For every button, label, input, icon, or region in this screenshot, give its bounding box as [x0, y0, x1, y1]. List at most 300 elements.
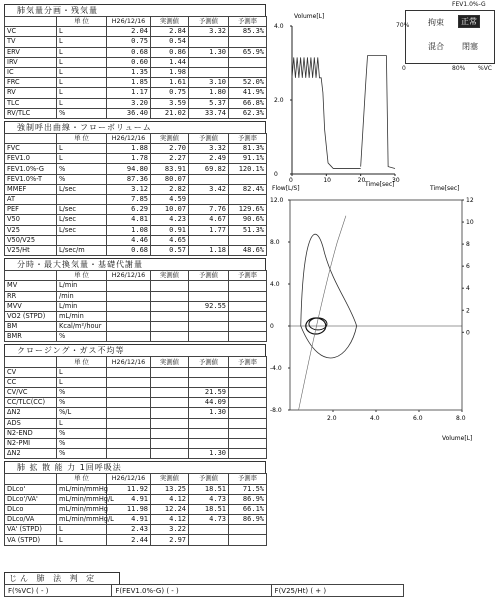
table-header — [5, 474, 267, 484]
cell-label: V50 — [5, 215, 57, 225]
cell-label: ADS — [5, 418, 57, 428]
header-cell: 予測値 — [189, 474, 229, 484]
cell-date: 7.85 — [107, 195, 151, 205]
cell-label: DLco — [5, 504, 57, 514]
cell-unit: L — [57, 67, 107, 77]
table-row — [5, 195, 267, 205]
table-header — [5, 357, 267, 367]
cell-predicted: 92.55 — [189, 301, 229, 311]
table-row — [5, 301, 267, 311]
header-cell: 単 位 — [57, 133, 107, 143]
cell-predicted — [189, 377, 229, 387]
cell-date: 1.78 — [107, 154, 151, 164]
cell-unit: L — [57, 154, 107, 164]
cell-label: ERV — [5, 47, 57, 57]
cell-predicted: 1.77 — [189, 225, 229, 235]
cell-date — [107, 281, 151, 291]
cell-label: CV — [5, 367, 57, 377]
table-row — [5, 322, 267, 332]
cell-label: TLC — [5, 98, 57, 108]
cell-predicted: 4.73 — [189, 515, 229, 525]
x-axis-label: Time[sec] — [365, 181, 395, 188]
y2-tick-label: 0 — [466, 329, 470, 337]
section-title: 分時・最大換気量・基礎代謝量 — [4, 258, 266, 270]
cell-predicted — [189, 235, 229, 245]
cell-measured: 0.57 — [151, 245, 189, 255]
cell-label: DLco' — [5, 484, 57, 494]
header-cell: 予測値 — [189, 133, 229, 143]
cell-predicted: 5.37 — [189, 98, 229, 108]
table-row — [5, 67, 267, 77]
cell-unit: L — [57, 525, 107, 535]
cell-pct: 86.9% — [229, 494, 267, 504]
cell-label: VA (STPD) — [5, 535, 57, 545]
cell-predicted: 21.59 — [189, 388, 229, 398]
cell-predicted — [189, 57, 229, 67]
cell-measured — [151, 438, 189, 448]
cell-unit: L/min — [57, 281, 107, 291]
cell-predicted: 44.09 — [189, 398, 229, 408]
stamp-normal: 正常 — [458, 15, 480, 28]
cell-date: 36.40 — [107, 108, 151, 118]
stamp-80-label: 80% — [452, 65, 466, 72]
cell-measured: 2.84 — [151, 27, 189, 37]
cell-predicted: 1.30 — [189, 408, 229, 418]
y2-tick-label: 8 — [466, 241, 470, 249]
table-row — [5, 98, 267, 108]
y2-tick-label: 12 — [466, 197, 474, 204]
cell-measured — [151, 418, 189, 428]
cell-label: BM — [5, 322, 57, 332]
cell-date: 87.36 — [107, 174, 151, 184]
x-tick-label: 10 — [323, 177, 331, 184]
cell-pct: 71.5% — [229, 484, 267, 494]
table-row — [5, 245, 267, 255]
cell-unit: L — [57, 47, 107, 57]
cell-predicted — [189, 291, 229, 301]
table-row — [5, 225, 267, 235]
y2-tick-label: 4 — [466, 285, 470, 293]
table-row — [5, 281, 267, 291]
cell-predicted: 3.32 — [189, 144, 229, 154]
cell-unit: L — [57, 27, 107, 37]
judgement-v25: F(V25/Ht) ( + ) — [271, 585, 403, 597]
y-tick-label: 2.0 — [274, 97, 284, 104]
cell-measured: 10.07 — [151, 205, 189, 215]
table-row — [5, 332, 267, 342]
cell-pct — [229, 281, 267, 291]
table-row — [5, 164, 267, 174]
judgement-vc: F(%VC) ( - ) — [5, 585, 112, 597]
cell-measured — [151, 332, 189, 342]
cell-unit: % — [57, 438, 107, 448]
cell-label: V50/V25 — [5, 235, 57, 245]
cell-predicted: 2.49 — [189, 154, 229, 164]
cell-unit: L — [57, 367, 107, 377]
cell-predicted — [189, 37, 229, 47]
cell-measured: 0.75 — [151, 88, 189, 98]
stamp-restrictive: 拘束 — [428, 18, 444, 27]
cell-unit: mL/min — [57, 311, 107, 321]
cell-measured — [151, 398, 189, 408]
cell-pct — [229, 535, 267, 545]
y-tick-label: 4.0 — [274, 23, 284, 30]
cell-pct — [229, 301, 267, 311]
cell-measured — [151, 322, 189, 332]
cell-date: 4.46 — [107, 235, 151, 245]
cell-pct — [229, 311, 267, 321]
cell-predicted — [189, 418, 229, 428]
header-cell: H26/12/16 — [107, 357, 151, 367]
cell-pct: 82.4% — [229, 184, 267, 194]
cell-predicted — [189, 367, 229, 377]
header-cell: 実測値 — [151, 271, 189, 281]
cell-label: FVC — [5, 144, 57, 154]
cell-measured: 2.97 — [151, 535, 189, 545]
cell-label: VO2 (STPD) — [5, 311, 57, 321]
table-header — [5, 133, 267, 143]
cell-date: 11.98 — [107, 504, 151, 514]
header-cell — [5, 357, 57, 367]
cell-date: 94.80 — [107, 164, 151, 174]
cell-date — [107, 322, 151, 332]
table-row — [5, 484, 267, 494]
cell-pct — [229, 428, 267, 438]
cell-date — [107, 377, 151, 387]
cell-measured: 4.12 — [151, 515, 189, 525]
cell-pct: 85.3% — [229, 27, 267, 37]
cell-label: MVV — [5, 301, 57, 311]
cell-label: CC/TLC(CC) — [5, 398, 57, 408]
y-axis-label: Volume[L] — [294, 13, 325, 20]
table-row — [5, 438, 267, 448]
cell-label: ΔN2 — [5, 449, 57, 459]
cell-measured: 2.70 — [151, 144, 189, 154]
cell-unit — [57, 195, 107, 205]
cell-unit: L — [57, 418, 107, 428]
cell-unit: mL/min/mmHg — [57, 504, 107, 514]
cell-label: N2-PMI — [5, 438, 57, 448]
table-row — [5, 504, 267, 514]
cell-pct: 81.3% — [229, 144, 267, 154]
table-row — [5, 154, 267, 164]
cell-measured — [151, 428, 189, 438]
cell-label: V25 — [5, 225, 57, 235]
cell-date: 4.81 — [107, 215, 151, 225]
volume-trace — [292, 57, 361, 168]
header-cell: 実測値 — [151, 474, 189, 484]
cell-unit: % — [57, 174, 107, 184]
cell-label: FEV1.0%-G — [5, 164, 57, 174]
cell-pct — [229, 322, 267, 332]
header-cell — [5, 474, 57, 484]
cell-unit: % — [57, 332, 107, 342]
table-row — [5, 525, 267, 535]
cell-date — [107, 367, 151, 377]
cell-pct — [229, 525, 267, 535]
cell-measured — [151, 449, 189, 459]
y2-tick-label: 6 — [466, 263, 470, 271]
table-row — [5, 88, 267, 98]
cell-date: 0.60 — [107, 57, 151, 67]
header-cell — [5, 17, 57, 27]
table-row — [5, 494, 267, 504]
cell-label: FEV1.0 — [5, 154, 57, 164]
cell-label: DLco/VA — [5, 515, 57, 525]
cell-pct — [229, 367, 267, 377]
cell-pct — [229, 174, 267, 184]
cell-predicted — [189, 332, 229, 342]
cell-unit: % — [57, 108, 107, 118]
cell-date: 4.91 — [107, 494, 151, 504]
cell-predicted — [189, 174, 229, 184]
cell-unit: % — [57, 164, 107, 174]
cell-unit: mL/min/mmHg — [57, 484, 107, 494]
cell-pct — [229, 57, 267, 67]
cell-unit: L — [57, 57, 107, 67]
data-table — [4, 270, 267, 342]
cell-date — [107, 398, 151, 408]
cell-pct: 48.6% — [229, 245, 267, 255]
cell-unit: %/L — [57, 408, 107, 418]
table-row — [5, 174, 267, 184]
cell-predicted: 3.42 — [189, 184, 229, 194]
cell-unit: /min — [57, 291, 107, 301]
cell-pct — [229, 388, 267, 398]
table-row — [5, 291, 267, 301]
cell-measured: 3.59 — [151, 98, 189, 108]
table-row — [5, 47, 267, 57]
cell-date — [107, 301, 151, 311]
cell-measured: 1.61 — [151, 78, 189, 88]
cell-measured: 0.91 — [151, 225, 189, 235]
cell-unit: L — [57, 37, 107, 47]
cell-date — [107, 311, 151, 321]
table-row — [5, 184, 267, 194]
cell-unit: L — [57, 144, 107, 154]
data-table — [4, 133, 267, 256]
cell-predicted — [189, 311, 229, 321]
table-row — [5, 388, 267, 398]
cell-pct: 90.6% — [229, 215, 267, 225]
cell-date — [107, 428, 151, 438]
cell-pct: 65.9% — [229, 47, 267, 57]
cell-pct: 52.0% — [229, 78, 267, 88]
cell-pct — [229, 37, 267, 47]
table-row — [5, 144, 267, 154]
cell-unit — [57, 235, 107, 245]
y-tick-label: -4.0 — [270, 365, 282, 372]
y2-axis-label: Time[sec] — [430, 185, 460, 192]
cell-measured — [151, 388, 189, 398]
cell-date: 3.12 — [107, 184, 151, 194]
cell-measured: 83.91 — [151, 164, 189, 174]
header-cell — [5, 133, 57, 143]
cell-label: MMEF — [5, 184, 57, 194]
judgement-fev: F(FEV1.0%-G) ( - ) — [112, 585, 271, 597]
cell-unit: Kcal/m²/hour — [57, 322, 107, 332]
x-tick-label: 2.0 — [327, 415, 337, 422]
cell-measured — [151, 301, 189, 311]
data-table — [4, 16, 267, 119]
header-cell: 単 位 — [57, 357, 107, 367]
cell-label: RV — [5, 88, 57, 98]
cell-date: 1.85 — [107, 78, 151, 88]
table-row — [5, 37, 267, 47]
cell-unit: L/sec — [57, 225, 107, 235]
cell-predicted — [189, 67, 229, 77]
cell-label: VA' (STPD) — [5, 525, 57, 535]
cell-measured: 21.02 — [151, 108, 189, 118]
cell-label: V25/Ht — [5, 245, 57, 255]
cell-label: CV/VC — [5, 388, 57, 398]
cell-label: RV/TLC — [5, 108, 57, 118]
cell-measured: 2.27 — [151, 154, 189, 164]
plot-frame — [290, 200, 462, 410]
data-table — [4, 356, 267, 459]
cell-pct: 66.1% — [229, 504, 267, 514]
cell-pct: 66.8% — [229, 98, 267, 108]
cell-measured — [151, 281, 189, 291]
x-axis-label: Volume[L] — [442, 435, 473, 442]
cell-measured: 3.22 — [151, 525, 189, 535]
cell-date: 2.04 — [107, 27, 151, 37]
cell-unit: % — [57, 428, 107, 438]
cell-unit: L — [57, 78, 107, 88]
cell-pct — [229, 418, 267, 428]
cell-date — [107, 418, 151, 428]
cell-date: 0.68 — [107, 47, 151, 57]
x-tick-label: 20 — [357, 177, 366, 184]
cell-unit: mL/min/mmHg/L — [57, 494, 107, 504]
cell-unit: L — [57, 377, 107, 387]
y-tick-label: 0 — [274, 171, 278, 178]
cell-predicted — [189, 428, 229, 438]
cell-date: 1.88 — [107, 144, 151, 154]
cell-predicted: 3.32 — [189, 27, 229, 37]
cell-date: 1.08 — [107, 225, 151, 235]
fev-trace — [361, 56, 395, 169]
cell-pct: 51.3% — [229, 225, 267, 235]
cell-measured: 4.59 — [151, 195, 189, 205]
cell-predicted: 4.73 — [189, 494, 229, 504]
table-row — [5, 428, 267, 438]
header-cell: H26/12/16 — [107, 133, 151, 143]
header-cell: 単 位 — [57, 474, 107, 484]
cell-label: FRC — [5, 78, 57, 88]
classification-box — [405, 10, 495, 64]
header-cell: 予測率 — [229, 271, 267, 281]
cell-label: RR — [5, 291, 57, 301]
y-axis-label: Flow[L/S] — [272, 185, 300, 192]
cell-predicted — [189, 281, 229, 291]
cell-pct: 86.9% — [229, 515, 267, 525]
cell-predicted: 1.18 — [189, 245, 229, 255]
cell-measured — [151, 408, 189, 418]
header-cell: 予測率 — [229, 357, 267, 367]
cell-date — [107, 388, 151, 398]
cell-unit: L — [57, 88, 107, 98]
stamp-obstructive: 閉塞 — [462, 42, 478, 51]
cell-pct — [229, 67, 267, 77]
header-cell: 予測率 — [229, 133, 267, 143]
table-row — [5, 398, 267, 408]
x-tick-label: 30 — [392, 177, 400, 184]
y-tick-label: 12.0 — [270, 197, 284, 204]
stamp-70-label: 70% — [396, 22, 410, 29]
cell-date: 2.44 — [107, 535, 151, 545]
cell-measured: 2.82 — [151, 184, 189, 194]
cell-predicted: 33.74 — [189, 108, 229, 118]
flow-volume-chart — [270, 178, 495, 446]
cell-date: 0.75 — [107, 37, 151, 47]
cell-predicted: 1.30 — [189, 449, 229, 459]
header-cell: H26/12/16 — [107, 474, 151, 484]
table-row — [5, 205, 267, 215]
cell-predicted: 1.80 — [189, 88, 229, 98]
cell-label: MV — [5, 281, 57, 291]
cell-measured — [151, 377, 189, 387]
table-row — [5, 57, 267, 67]
cell-date: 11.92 — [107, 484, 151, 494]
header-cell: 予測値 — [189, 357, 229, 367]
cell-pct — [229, 235, 267, 245]
cell-pct — [229, 332, 267, 342]
cell-label: VC — [5, 27, 57, 37]
cell-date: 0.68 — [107, 245, 151, 255]
cell-measured: 80.07 — [151, 174, 189, 184]
table-row — [5, 418, 267, 428]
cell-predicted: 4.67 — [189, 215, 229, 225]
cell-measured — [151, 367, 189, 377]
cell-date: 2.43 — [107, 525, 151, 535]
section-title: クロージング・ガス不均等 — [4, 344, 266, 356]
stamp-vc-label: %VC — [478, 65, 492, 72]
header-cell: H26/12/16 — [107, 17, 151, 27]
cell-unit: % — [57, 388, 107, 398]
cell-date — [107, 408, 151, 418]
cell-unit: L/sec — [57, 184, 107, 194]
header-cell: 実測値 — [151, 133, 189, 143]
cell-unit: % — [57, 398, 107, 408]
cell-unit: L — [57, 535, 107, 545]
table-header — [5, 271, 267, 281]
cell-pct — [229, 291, 267, 301]
cell-measured: 0.86 — [151, 47, 189, 57]
volume-time-chart — [270, 4, 400, 189]
stamp-fev-label: FEV1.0%-G — [452, 1, 486, 8]
cell-date: 1.17 — [107, 88, 151, 98]
cell-predicted — [189, 535, 229, 545]
cell-pct — [229, 195, 267, 205]
cell-label: ΔN2 — [5, 408, 57, 418]
x-tick-label: 0 — [289, 177, 293, 184]
cell-label: N2-END — [5, 428, 57, 438]
x-tick-label: 8.0 — [456, 415, 466, 422]
cell-predicted: 18.51 — [189, 504, 229, 514]
cell-predicted — [189, 322, 229, 332]
header-cell: 単 位 — [57, 271, 107, 281]
cell-pct — [229, 398, 267, 408]
cell-date: 1.35 — [107, 67, 151, 77]
header-cell: H26/12/16 — [107, 271, 151, 281]
cell-pct: 62.3% — [229, 108, 267, 118]
y-tick-label: 8.0 — [270, 239, 280, 246]
header-cell: 実測値 — [151, 17, 189, 27]
header-cell: 実測値 — [151, 357, 189, 367]
cell-unit: mL/min/mmHg/L — [57, 515, 107, 525]
cell-date — [107, 291, 151, 301]
